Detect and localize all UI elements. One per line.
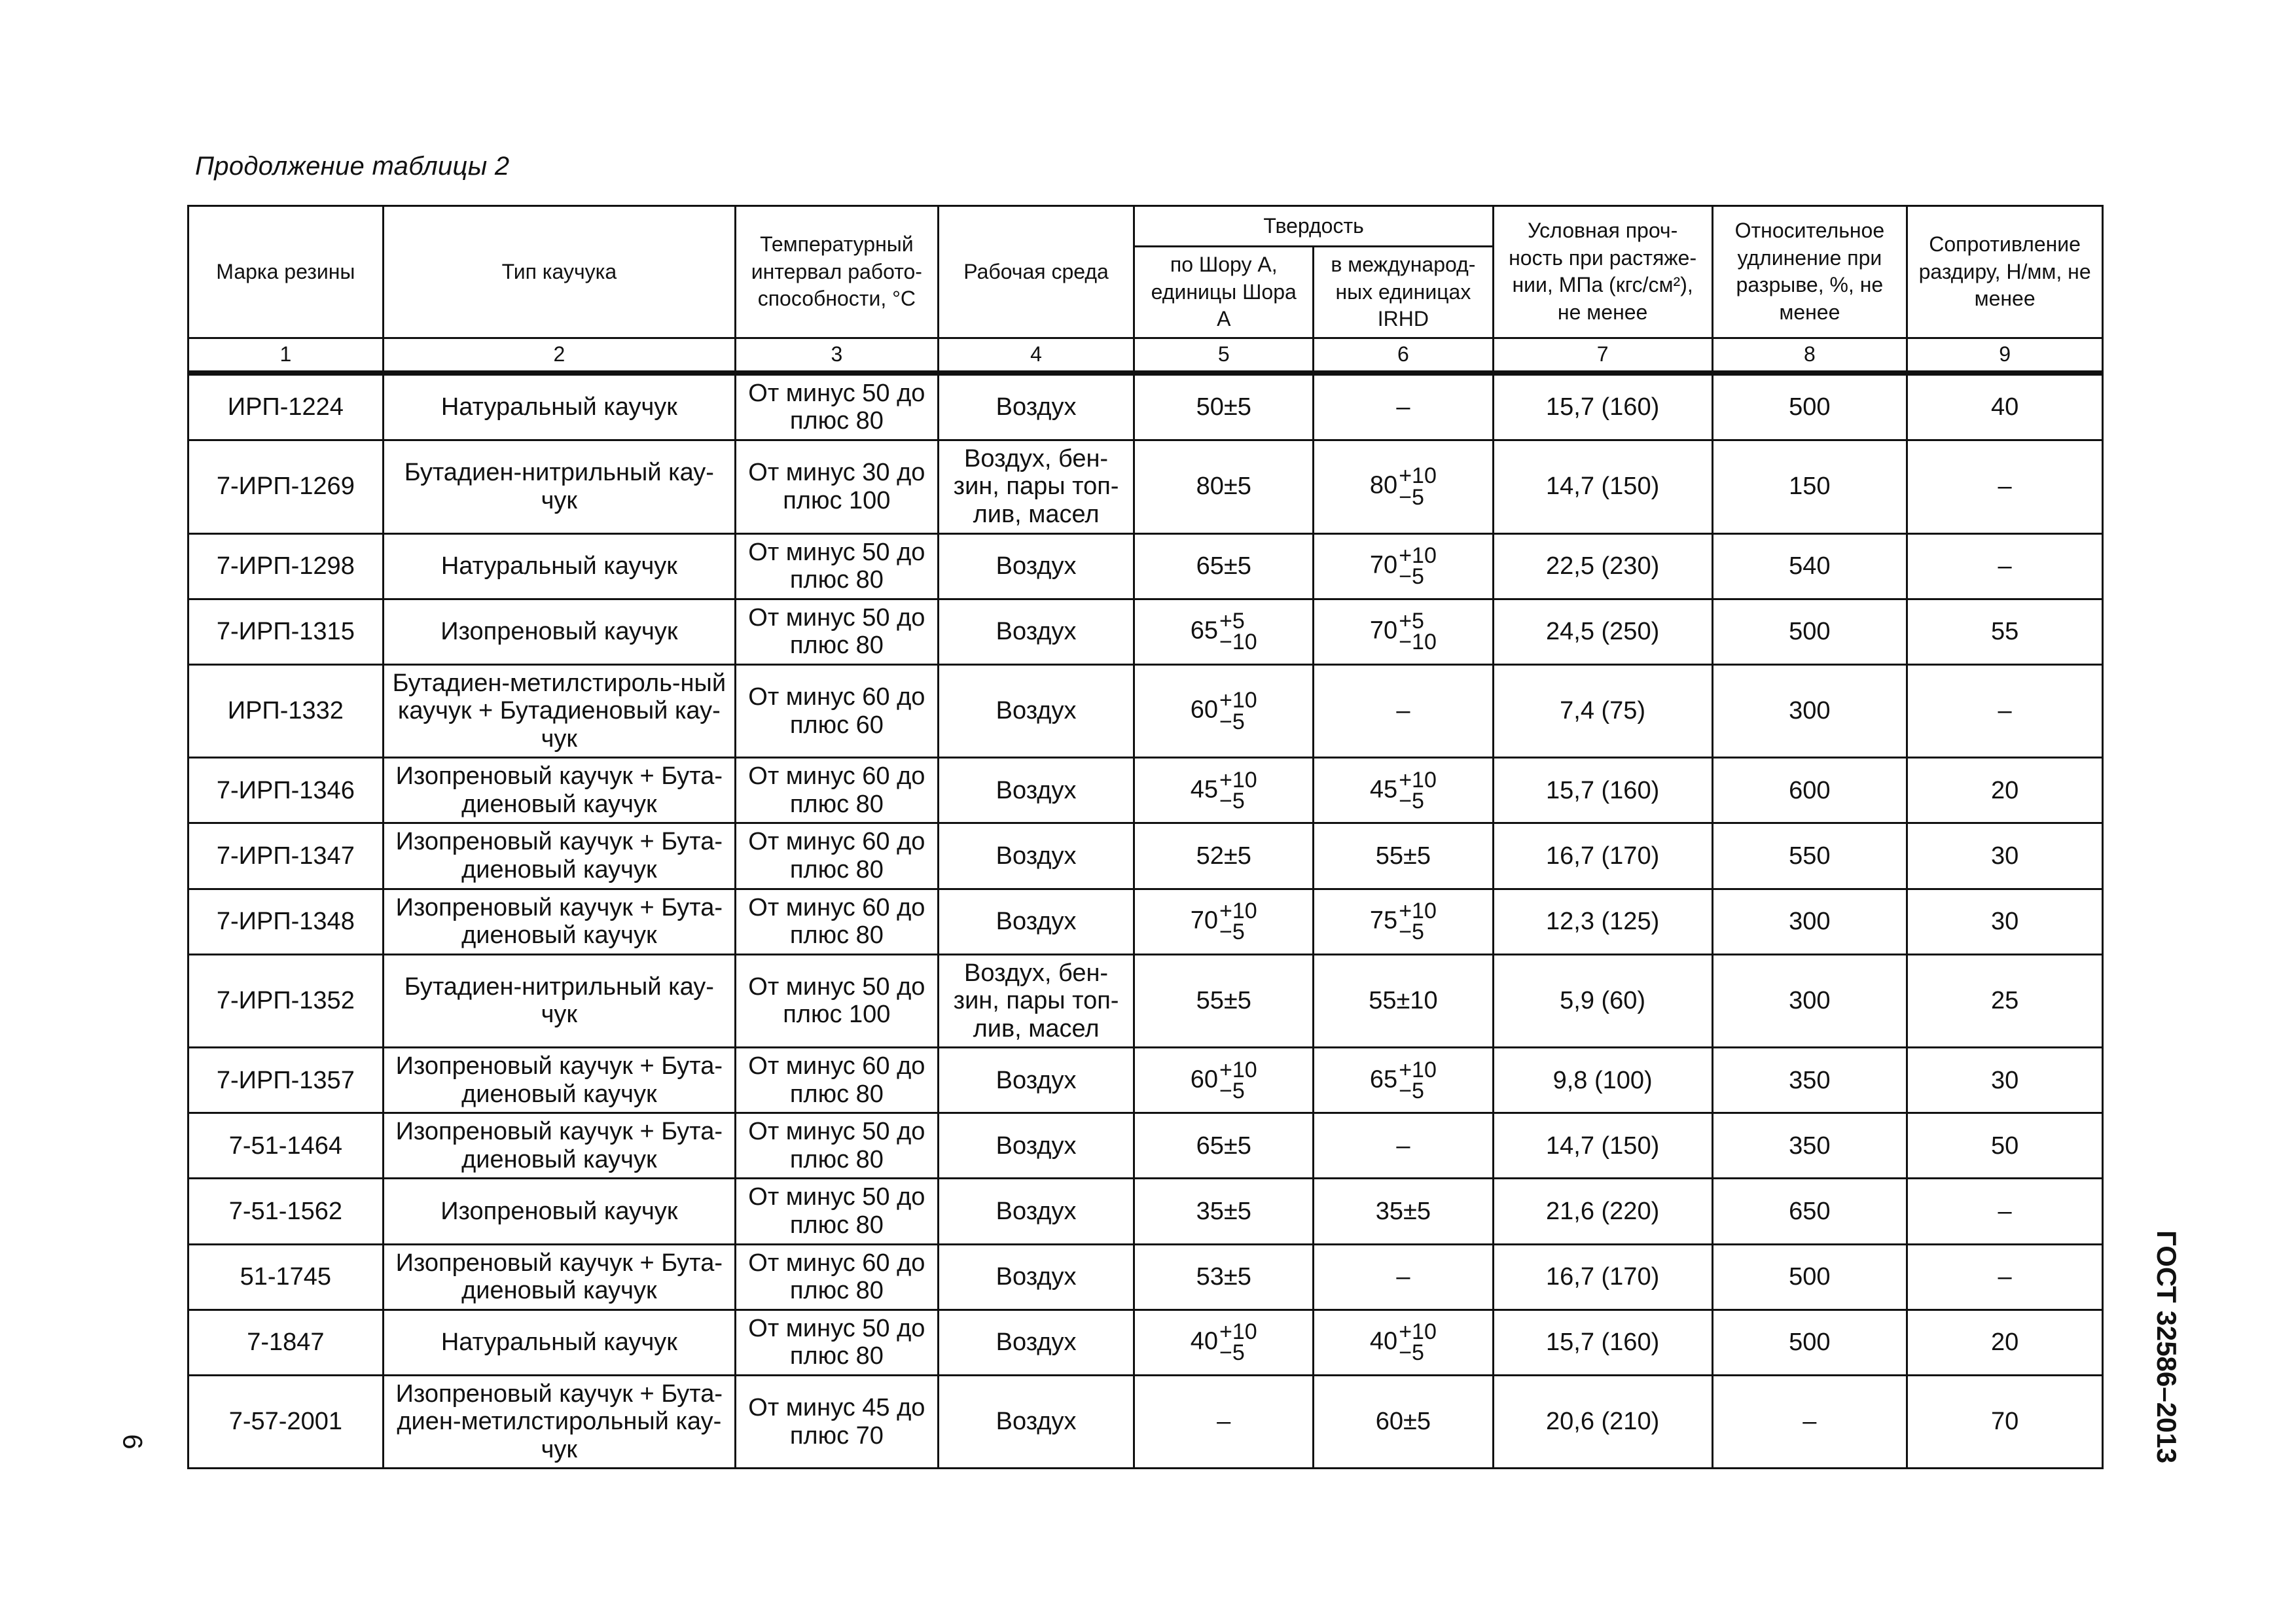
cell-rubber-type: Натуральный каучук bbox=[383, 533, 735, 599]
table-row bbox=[188, 889, 2103, 954]
cell-irhd-value: – bbox=[1396, 697, 1410, 725]
cell-grade: 7-ИРП-1352 bbox=[188, 954, 384, 1048]
cell-temperature: От минус 50 до плюс 80 bbox=[735, 533, 938, 599]
cell-rubber-type: Изопреновый каучук bbox=[383, 1179, 735, 1244]
cell-rubber-type: Изопреновый каучук + Бута-диеновый каучук bbox=[383, 758, 735, 823]
cell-temperature: От минус 30 до плюс 100 bbox=[735, 440, 938, 533]
cell-rubber-type: Изопреновый каучук bbox=[383, 599, 735, 664]
column-number: 5 bbox=[1134, 338, 1314, 373]
table-row bbox=[188, 1375, 2103, 1469]
tolerance-lower: −5 bbox=[1399, 564, 1424, 590]
cell-tear: 30 bbox=[1907, 1048, 2103, 1113]
cell-shore bbox=[1134, 599, 1314, 664]
tolerance-upper: +10 bbox=[1399, 463, 1437, 489]
cell-medium: Воздух, бен-зин, пары топ-лив, масел bbox=[938, 440, 1134, 533]
tolerance bbox=[1399, 545, 1437, 588]
cell-tear: 30 bbox=[1907, 889, 2103, 954]
cell-elongation: 300 bbox=[1712, 664, 1907, 758]
cell-rubber-type: Натуральный каучук bbox=[383, 1310, 735, 1375]
column-number: 2 bbox=[383, 338, 735, 373]
tolerance-lower: −5 bbox=[1219, 1340, 1245, 1366]
cell-medium: Воздух bbox=[938, 533, 1134, 599]
cell-tear: 50 bbox=[1907, 1113, 2103, 1179]
cell-irhd bbox=[1314, 664, 1494, 758]
cell-shore-value: 53±5 bbox=[1196, 1262, 1251, 1291]
cell-shore bbox=[1134, 1179, 1314, 1244]
tolerance-upper: +10 bbox=[1219, 1319, 1257, 1344]
cell-medium: Воздух, бен-зин, пары топ-лив, масел bbox=[938, 954, 1134, 1048]
tolerance-upper: +10 bbox=[1399, 898, 1437, 923]
cell-grade: 7-ИРП-1348 bbox=[188, 889, 384, 954]
tolerance bbox=[1219, 767, 1257, 813]
cell-shore bbox=[1134, 1113, 1314, 1179]
table-row bbox=[188, 664, 2103, 758]
header-temperature: Температурный интервал работо-способности, °С bbox=[735, 206, 938, 338]
cell-grade: 7-51-1464 bbox=[188, 1113, 384, 1179]
cell-temperature: От минус 60 до плюс 80 bbox=[735, 1244, 938, 1310]
cell-medium: Воздух bbox=[938, 1375, 1134, 1469]
cell-irhd bbox=[1314, 889, 1494, 954]
cell-irhd-value: – bbox=[1396, 1262, 1410, 1291]
cell-shore bbox=[1134, 1244, 1314, 1310]
cell-rubber-type: Изопреновый каучук + Бута-диеновый каучук bbox=[383, 823, 735, 889]
cell-shore-value: 45 bbox=[1190, 775, 1219, 803]
rubber-grades-table bbox=[187, 205, 2104, 1469]
column-number: 3 bbox=[735, 338, 938, 373]
table-row bbox=[188, 1244, 2103, 1310]
cell-irhd bbox=[1314, 758, 1494, 823]
cell-shore-value: – bbox=[1217, 1408, 1231, 1436]
table-row bbox=[188, 373, 2103, 440]
table-row bbox=[188, 533, 2103, 599]
tolerance bbox=[1399, 608, 1437, 655]
header-elongation: Относительное удлинение при разрыве, %, не менее bbox=[1712, 206, 1907, 338]
tolerance bbox=[1399, 1321, 1437, 1364]
tolerance bbox=[1399, 465, 1437, 508]
cell-strength: 24,5 (250) bbox=[1493, 599, 1712, 664]
cell-grade: 7-ИРП-1346 bbox=[188, 758, 384, 823]
cell-grade: 7-ИРП-1315 bbox=[188, 599, 384, 664]
column-number: 9 bbox=[1907, 338, 2103, 373]
cell-temperature: От минус 45 до плюс 70 bbox=[735, 1375, 938, 1469]
cell-tear: 55 bbox=[1907, 599, 2103, 664]
cell-shore-value: 55±5 bbox=[1196, 987, 1251, 1015]
header-tear: Сопротивление раздиру, Н/мм, не менее bbox=[1907, 206, 2103, 338]
cell-rubber-type: Изопреновый каучук + Бута-диен-метилстирольный кау-чук bbox=[383, 1375, 735, 1469]
cell-irhd bbox=[1314, 533, 1494, 599]
column-number-row bbox=[188, 338, 2103, 373]
cell-elongation: 300 bbox=[1712, 889, 1907, 954]
cell-grade: 51-1745 bbox=[188, 1244, 384, 1310]
cell-temperature: От минус 50 до плюс 80 bbox=[735, 1179, 938, 1244]
tolerance-upper: +10 bbox=[1399, 1057, 1437, 1082]
cell-strength: 7,4 (75) bbox=[1493, 664, 1712, 758]
cell-elongation: 500 bbox=[1712, 599, 1907, 664]
cell-shore bbox=[1134, 823, 1314, 889]
cell-rubber-type: Изопреновый каучук + Бута-диеновый каучук bbox=[383, 1244, 735, 1310]
cell-strength: 14,7 (150) bbox=[1493, 440, 1712, 533]
table-row bbox=[188, 599, 2103, 664]
table-row bbox=[188, 954, 2103, 1048]
table-row bbox=[188, 1179, 2103, 1244]
cell-rubber-type: Бутадиен-метилстироль-ный каучук + Бутадиеновый кау-чук bbox=[383, 664, 735, 758]
cell-irhd-value: 80 bbox=[1369, 471, 1398, 499]
column-number: 1 bbox=[188, 338, 384, 373]
cell-shore bbox=[1134, 1375, 1314, 1469]
cell-tear: – bbox=[1907, 1244, 2103, 1310]
tolerance-upper: +10 bbox=[1399, 543, 1437, 568]
cell-elongation: 650 bbox=[1712, 1179, 1907, 1244]
table-row bbox=[188, 1310, 2103, 1375]
tolerance-upper: +10 bbox=[1219, 898, 1257, 923]
cell-medium: Воздух bbox=[938, 599, 1134, 664]
cell-tear: 20 bbox=[1907, 758, 2103, 823]
cell-strength: 22,5 (230) bbox=[1493, 533, 1712, 599]
cell-irhd-value: 45 bbox=[1369, 775, 1398, 803]
tolerance-upper: +10 bbox=[1399, 767, 1437, 793]
cell-medium: Воздух bbox=[938, 373, 1134, 440]
cell-strength: 12,3 (125) bbox=[1493, 889, 1712, 954]
tolerance bbox=[1219, 690, 1257, 732]
tolerance-upper: +5 bbox=[1399, 608, 1424, 633]
cell-shore bbox=[1134, 440, 1314, 533]
cell-irhd bbox=[1314, 1244, 1494, 1310]
cell-medium: Воздух bbox=[938, 823, 1134, 889]
cell-shore-value: 60 bbox=[1190, 1065, 1219, 1093]
tolerance-lower: −5 bbox=[1219, 709, 1245, 734]
cell-temperature: От минус 50 до плюс 80 bbox=[735, 1310, 938, 1375]
cell-grade: 7-51-1562 bbox=[188, 1179, 384, 1244]
cell-grade: 7-57-2001 bbox=[188, 1375, 384, 1469]
cell-irhd-value: 65 bbox=[1369, 1065, 1398, 1093]
cell-grade: 7-ИРП-1269 bbox=[188, 440, 384, 533]
cell-medium: Воздух bbox=[938, 1048, 1134, 1113]
cell-irhd-value: 60±5 bbox=[1375, 1408, 1431, 1436]
cell-elongation: 500 bbox=[1712, 1310, 1907, 1375]
tolerance-upper: +10 bbox=[1219, 1057, 1257, 1082]
cell-irhd-value: 55±5 bbox=[1375, 842, 1431, 870]
cell-temperature: От минус 60 до плюс 80 bbox=[735, 889, 938, 954]
cell-grade: ИРП-1332 bbox=[188, 664, 384, 758]
cell-strength: 9,8 (100) bbox=[1493, 1048, 1712, 1113]
cell-strength: 20,6 (210) bbox=[1493, 1375, 1712, 1469]
cell-rubber-type: Изопреновый каучук + Бута-диеновый каучук bbox=[383, 889, 735, 954]
cell-elongation: 150 bbox=[1712, 440, 1907, 533]
cell-medium: Воздух bbox=[938, 1244, 1134, 1310]
table-row bbox=[188, 1048, 2103, 1113]
cell-rubber-type: Бутадиен-нитрильный кау-чук bbox=[383, 954, 735, 1048]
cell-temperature: От минус 50 до плюс 80 bbox=[735, 599, 938, 664]
cell-irhd bbox=[1314, 1375, 1494, 1469]
tolerance-lower: −5 bbox=[1399, 919, 1424, 945]
cell-strength: 16,7 (170) bbox=[1493, 1244, 1712, 1310]
cell-strength: 15,7 (160) bbox=[1493, 1310, 1712, 1375]
cell-irhd-value: 35±5 bbox=[1375, 1197, 1431, 1225]
cell-medium: Воздух bbox=[938, 1179, 1134, 1244]
cell-shore bbox=[1134, 1048, 1314, 1113]
tolerance bbox=[1219, 1321, 1257, 1364]
cell-shore-value: 65±5 bbox=[1196, 1132, 1251, 1160]
cell-elongation: 540 bbox=[1712, 533, 1907, 599]
cell-irhd-value: 70 bbox=[1369, 551, 1398, 579]
cell-tear: 40 bbox=[1907, 373, 2103, 440]
document-code-text: ГОСТ 32586–2013 bbox=[2151, 1230, 2182, 1464]
cell-tear: – bbox=[1907, 664, 2103, 758]
cell-irhd bbox=[1314, 823, 1494, 889]
cell-irhd-value: 75 bbox=[1369, 906, 1398, 935]
cell-irhd bbox=[1314, 1179, 1494, 1244]
tolerance-lower: −10 bbox=[1219, 630, 1257, 655]
table-row bbox=[188, 1113, 2103, 1179]
cell-medium: Воздух bbox=[938, 889, 1134, 954]
cell-grade: 7-ИРП-1357 bbox=[188, 1048, 384, 1113]
cell-irhd bbox=[1314, 599, 1494, 664]
cell-shore bbox=[1134, 533, 1314, 599]
cell-irhd bbox=[1314, 1113, 1494, 1179]
cell-rubber-type: Бутадиен-нитрильный кау-чук bbox=[383, 440, 735, 533]
header-medium: Рабочая среда bbox=[938, 206, 1134, 338]
cell-tear: 20 bbox=[1907, 1310, 2103, 1375]
tolerance bbox=[1399, 767, 1437, 813]
cell-temperature: От минус 50 до плюс 80 bbox=[735, 373, 938, 440]
cell-shore-value: 40 bbox=[1190, 1327, 1219, 1355]
column-number: 4 bbox=[938, 338, 1134, 373]
cell-elongation: 350 bbox=[1712, 1048, 1907, 1113]
cell-shore-value: 35±5 bbox=[1196, 1197, 1251, 1225]
cell-elongation: 500 bbox=[1712, 1244, 1907, 1310]
cell-shore-value: 50±5 bbox=[1196, 393, 1251, 421]
cell-elongation: 300 bbox=[1712, 954, 1907, 1048]
tolerance bbox=[1399, 898, 1437, 945]
tolerance-lower: −5 bbox=[1399, 1078, 1424, 1103]
cell-irhd bbox=[1314, 1048, 1494, 1113]
cell-medium: Воздух bbox=[938, 1113, 1134, 1179]
cell-elongation: – bbox=[1712, 1375, 1907, 1469]
cell-irhd bbox=[1314, 373, 1494, 440]
cell-tear: – bbox=[1907, 533, 2103, 599]
tolerance bbox=[1219, 898, 1257, 945]
cell-rubber-type: Изопреновый каучук + Бута-диеновый каучук bbox=[383, 1048, 735, 1113]
tolerance-lower: −10 bbox=[1399, 630, 1437, 655]
column-number: 6 bbox=[1314, 338, 1494, 373]
cell-shore-value: 80±5 bbox=[1196, 473, 1251, 501]
cell-irhd bbox=[1314, 440, 1494, 533]
header-rubber-type: Тип каучука bbox=[383, 206, 735, 338]
tolerance-upper: +10 bbox=[1219, 688, 1257, 713]
tolerance bbox=[1219, 1057, 1257, 1103]
page-number bbox=[117, 1425, 149, 1458]
cell-grade: 7-ИРП-1298 bbox=[188, 533, 384, 599]
header-shore: по Шору А, единицы Шора А bbox=[1134, 247, 1314, 338]
tolerance-upper: +10 bbox=[1399, 1319, 1437, 1344]
cell-shore-value: 65±5 bbox=[1196, 552, 1251, 580]
cell-grade: 7-1847 bbox=[188, 1310, 384, 1375]
cell-elongation: 350 bbox=[1712, 1113, 1907, 1179]
column-number: 8 bbox=[1712, 338, 1907, 373]
cell-strength: 15,7 (160) bbox=[1493, 373, 1712, 440]
cell-strength: 21,6 (220) bbox=[1493, 1179, 1712, 1244]
cell-temperature: От минус 60 до плюс 80 bbox=[735, 1048, 938, 1113]
tolerance bbox=[1399, 1057, 1437, 1103]
tolerance-lower: −5 bbox=[1219, 1078, 1245, 1103]
cell-irhd-value: 70 bbox=[1369, 616, 1398, 645]
cell-irhd-value: – bbox=[1396, 1132, 1410, 1160]
cell-shore bbox=[1134, 1310, 1314, 1375]
tolerance-lower: −5 bbox=[1399, 484, 1424, 510]
page-number-text: 6 bbox=[117, 1434, 149, 1450]
cell-medium: Воздух bbox=[938, 758, 1134, 823]
tolerance-lower: −5 bbox=[1219, 919, 1245, 945]
cell-irhd bbox=[1314, 954, 1494, 1048]
cell-tear: 25 bbox=[1907, 954, 2103, 1048]
document-code bbox=[2144, 1209, 2189, 1484]
tolerance-upper: +5 bbox=[1219, 608, 1245, 633]
cell-elongation: 550 bbox=[1712, 823, 1907, 889]
header-grade: Марка резины bbox=[188, 206, 384, 338]
cell-shore-value: 60 bbox=[1190, 696, 1219, 724]
tolerance-lower: −5 bbox=[1399, 788, 1424, 813]
cell-medium: Воздух bbox=[938, 1310, 1134, 1375]
cell-irhd-value: 55±10 bbox=[1369, 987, 1438, 1015]
cell-shore bbox=[1134, 889, 1314, 954]
tolerance-upper: +10 bbox=[1219, 767, 1257, 793]
column-number: 7 bbox=[1493, 338, 1712, 373]
cell-tear: 30 bbox=[1907, 823, 2103, 889]
cell-grade: 7-ИРП-1347 bbox=[188, 823, 384, 889]
cell-shore bbox=[1134, 954, 1314, 1048]
table-row bbox=[188, 440, 2103, 533]
cell-elongation: 500 bbox=[1712, 373, 1907, 440]
cell-temperature: От минус 60 до плюс 80 bbox=[735, 758, 938, 823]
cell-elongation: 600 bbox=[1712, 758, 1907, 823]
cell-grade: ИРП-1224 bbox=[188, 373, 384, 440]
cell-shore bbox=[1134, 664, 1314, 758]
cell-temperature: От минус 50 до плюс 80 bbox=[735, 1113, 938, 1179]
cell-rubber-type: Изопреновый каучук + Бута-диеновый каучук bbox=[383, 1113, 735, 1179]
cell-irhd bbox=[1314, 1310, 1494, 1375]
table-caption: Продолжение таблицы 2 bbox=[195, 152, 510, 181]
cell-shore-value: 70 bbox=[1190, 906, 1219, 935]
cell-rubber-type: Натуральный каучук bbox=[383, 373, 735, 440]
cell-irhd-value: – bbox=[1396, 393, 1410, 421]
cell-tear: 70 bbox=[1907, 1375, 2103, 1469]
cell-tear: – bbox=[1907, 1179, 2103, 1244]
header-strength: Условная проч-ность при растяже-нии, МПа (кгс/см²), не менее bbox=[1493, 206, 1712, 338]
tolerance-lower: −5 bbox=[1219, 788, 1245, 813]
header-irhd: в международ-ных единицах IRHD bbox=[1314, 247, 1494, 338]
cell-strength: 14,7 (150) bbox=[1493, 1113, 1712, 1179]
cell-irhd-value: 40 bbox=[1369, 1327, 1398, 1355]
cell-shore-value: 65 bbox=[1190, 616, 1219, 645]
cell-strength: 5,9 (60) bbox=[1493, 954, 1712, 1048]
table-row bbox=[188, 823, 2103, 889]
cell-strength: 16,7 (170) bbox=[1493, 823, 1712, 889]
cell-temperature: От минус 50 до плюс 100 bbox=[735, 954, 938, 1048]
cell-shore bbox=[1134, 373, 1314, 440]
cell-medium: Воздух bbox=[938, 664, 1134, 758]
cell-temperature: От минус 60 до плюс 80 bbox=[735, 823, 938, 889]
table-row bbox=[188, 758, 2103, 823]
cell-strength: 15,7 (160) bbox=[1493, 758, 1712, 823]
cell-temperature: От минус 60 до плюс 60 bbox=[735, 664, 938, 758]
tolerance bbox=[1219, 608, 1257, 655]
tolerance-lower: −5 bbox=[1399, 1340, 1424, 1366]
cell-shore-value: 52±5 bbox=[1196, 842, 1251, 870]
cell-shore bbox=[1134, 758, 1314, 823]
header-hardness: Твердость bbox=[1134, 206, 1493, 247]
cell-tear: – bbox=[1907, 440, 2103, 533]
